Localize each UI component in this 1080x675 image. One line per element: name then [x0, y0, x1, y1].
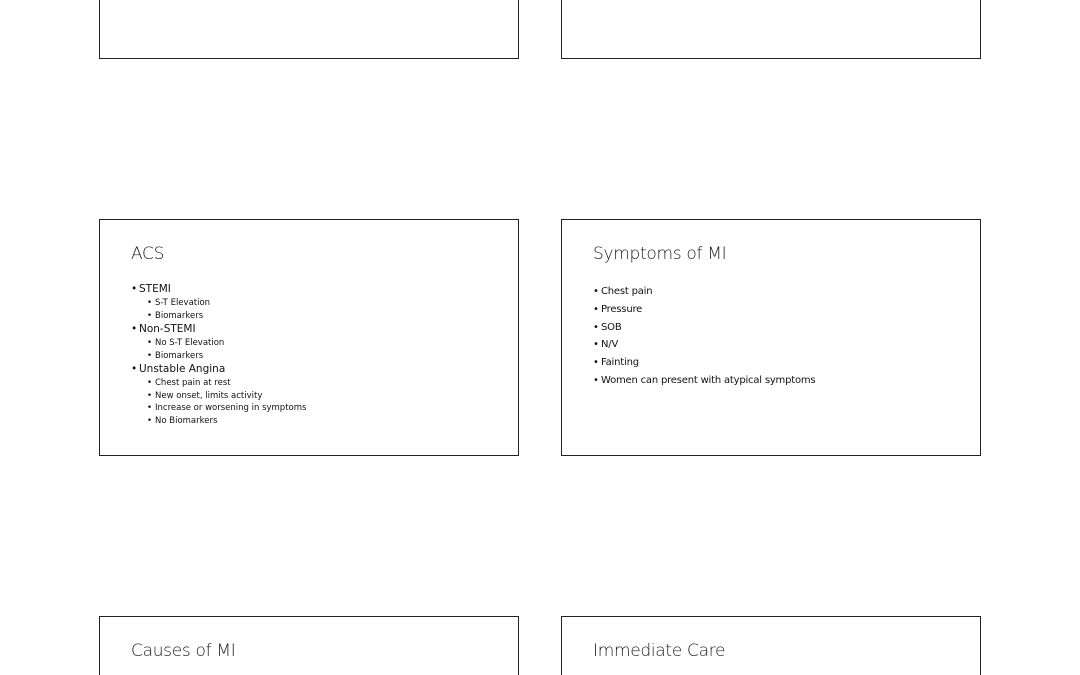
sub-bullet-item: • Chest pain at rest — [131, 377, 306, 390]
slide-causes-of-mi[interactable] — [99, 616, 519, 675]
bullet-list — [131, 282, 306, 427]
slide-acs[interactable] — [99, 219, 519, 456]
slide-title: Immediate Care — [593, 641, 726, 661]
bullet-item: • Non-STEMI — [131, 322, 306, 337]
bullet-item: • N/V — [593, 336, 815, 354]
bullet-item: • Fainting — [593, 354, 815, 372]
slide-thumbnail-top-right[interactable] — [561, 0, 981, 59]
sub-bullet-item: • No Biomarkers — [131, 415, 306, 428]
bullet-item: • STEMI — [131, 282, 306, 297]
slide-immediate-care[interactable] — [561, 616, 981, 675]
bullet-item: • Unstable Angina — [131, 362, 306, 377]
sub-bullet-item: • S-T Elevation — [131, 297, 306, 310]
sub-bullet-item: • New onset, limits activity — [131, 390, 306, 403]
bullet-list — [593, 283, 815, 390]
slide-title: Symptoms of MI — [593, 244, 727, 264]
bullet-item: • Women can present with atypical symptoms — [593, 372, 815, 390]
sub-bullet-item: • Increase or worsening in symptoms — [131, 402, 306, 415]
sub-bullet-item: • Biomarkers — [131, 310, 306, 323]
bullet-item: • Chest pain — [593, 283, 815, 301]
bullet-item: • Pressure — [593, 301, 815, 319]
slide-symptoms-of-mi[interactable] — [561, 219, 981, 456]
bullet-item: • SOB — [593, 319, 815, 337]
sub-bullet-item: • No S-T Elevation — [131, 337, 306, 350]
sub-bullet-item: • Biomarkers — [131, 350, 306, 363]
slide-thumbnail-top-left[interactable] — [99, 0, 519, 59]
slide-title: Causes of MI — [131, 641, 236, 661]
slide-title: ACS — [131, 244, 165, 264]
